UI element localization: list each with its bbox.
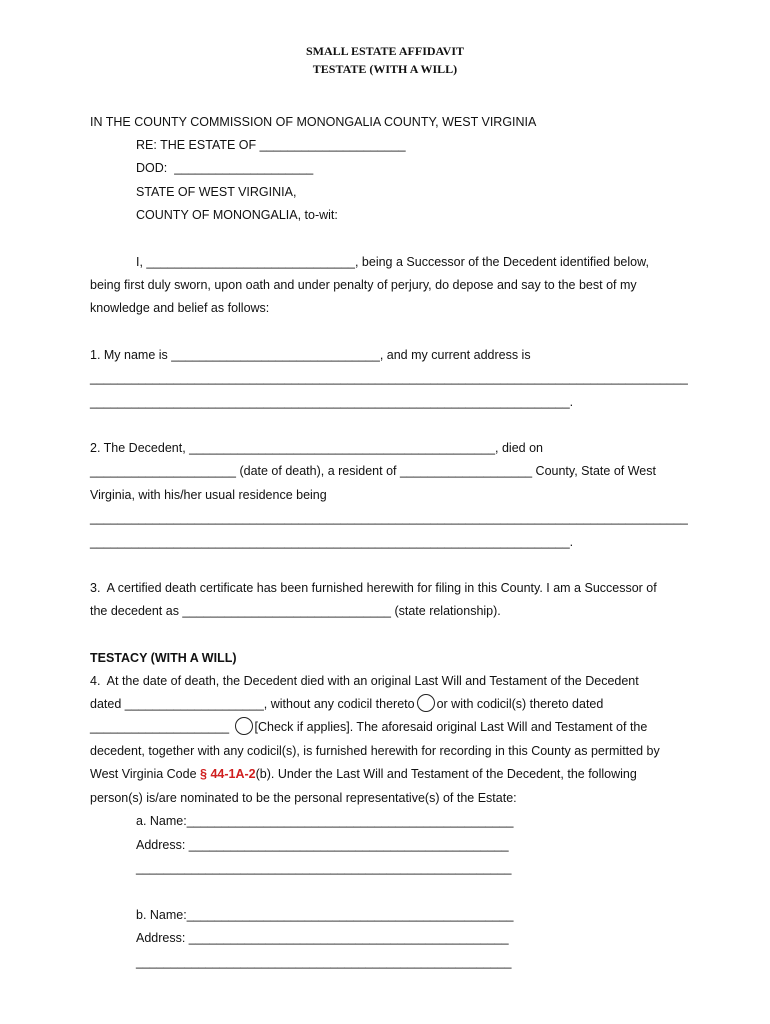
rep-b-address-field[interactable]: Address: ______________________________________________ (136, 931, 509, 945)
testacy-heading: TESTACY (WITH A WILL) (90, 651, 237, 665)
date-of-death-field[interactable]: _____________________ (date of death), a resident of ___________________ County, State of West (90, 464, 656, 478)
residence-field[interactable]: _____________________________________________________________________. (90, 535, 574, 549)
estate-of-field[interactable]: RE: THE ESTATE OF _____________________ (136, 138, 406, 152)
check-applies-text: [Check if applies]. The aforesaid original Last Will and Testament of the (254, 720, 648, 734)
will-date-line (90, 697, 603, 712)
code-reference-link[interactable]: § 44-1A-2 (200, 767, 256, 781)
document-subtitle: TESTATE (WITH A WILL) (312, 62, 458, 76)
address-field[interactable]: ______________________________________________________________________________________ (90, 371, 688, 385)
address-field[interactable]: _____________________________________________________________________. (90, 395, 574, 409)
codicil-date-line (90, 720, 647, 735)
codicil-text: or with codicil(s) thereto dated (436, 697, 604, 711)
rep-b-address-extra-field[interactable]: ______________________________________________________ (136, 955, 512, 969)
testacy-text: decedent, together with any codicil(s), is furnished herewith for recording in this County as permitted by (90, 744, 660, 758)
residence-field[interactable]: ______________________________________________________________________________________ (90, 511, 688, 525)
affiant-name-field[interactable]: I, ______________________________, being a Successor of the Decedent identified below, (136, 255, 649, 269)
rep-a-address-field[interactable]: Address: ______________________________________________ (136, 838, 509, 852)
code-suffix: (b). Under the Last Will and Testament of the Decedent, the following (255, 767, 637, 781)
residence-text: Virginia, with his/her usual residence being (90, 488, 327, 502)
decedent-name-field[interactable]: 2. The Decedent, ____________________________________________, died on (90, 441, 543, 455)
county-line: COUNTY OF MONONGALIA, to-wit: (136, 208, 338, 222)
document-title: SMALL ESTATE AFFIDAVIT (305, 44, 465, 58)
intro-text: knowledge and belief as follows: (90, 301, 270, 315)
testacy-text: 4. At the date of death, the Decedent died with an original Last Will and Testament of the Decedent (90, 674, 639, 688)
will-date-field[interactable]: dated ____________________, without any codicil thereto (90, 697, 415, 711)
rep-b-name-field[interactable]: b. Name:_______________________________________________ (136, 908, 514, 922)
code-line (90, 767, 637, 782)
rep-a-address-extra-field[interactable]: ______________________________________________________ (136, 861, 512, 875)
no-codicil-checkbox[interactable] (417, 694, 435, 712)
death-certificate-text: 3. A certified death certificate has been furnished herewith for filing in this County. I am a Successor of (90, 581, 657, 595)
codicil-checkbox[interactable] (235, 717, 253, 735)
relationship-field[interactable]: the decedent as ______________________________ (state relationship). (90, 604, 501, 618)
my-name-field[interactable]: 1. My name is ______________________________, and my current address is (90, 348, 531, 362)
testacy-text: person(s) is/are nominated to be the personal representative(s) of the Estate: (90, 791, 517, 805)
intro-text: being first duly sworn, upon oath and under penalty of perjury, do depose and say to the best of my (90, 278, 637, 292)
codicil-date-field[interactable]: ____________________ (90, 720, 230, 734)
court-caption: IN THE COUNTY COMMISSION OF MONONGALIA COUNTY, WEST VIRGINIA (90, 115, 537, 129)
code-prefix: West Virginia Code (90, 767, 201, 781)
dod-field[interactable]: DOD: ____________________ (136, 161, 314, 175)
rep-a-name-field[interactable]: a. Name:_______________________________________________ (136, 814, 514, 828)
state-line: STATE OF WEST VIRGINIA, (136, 185, 297, 199)
